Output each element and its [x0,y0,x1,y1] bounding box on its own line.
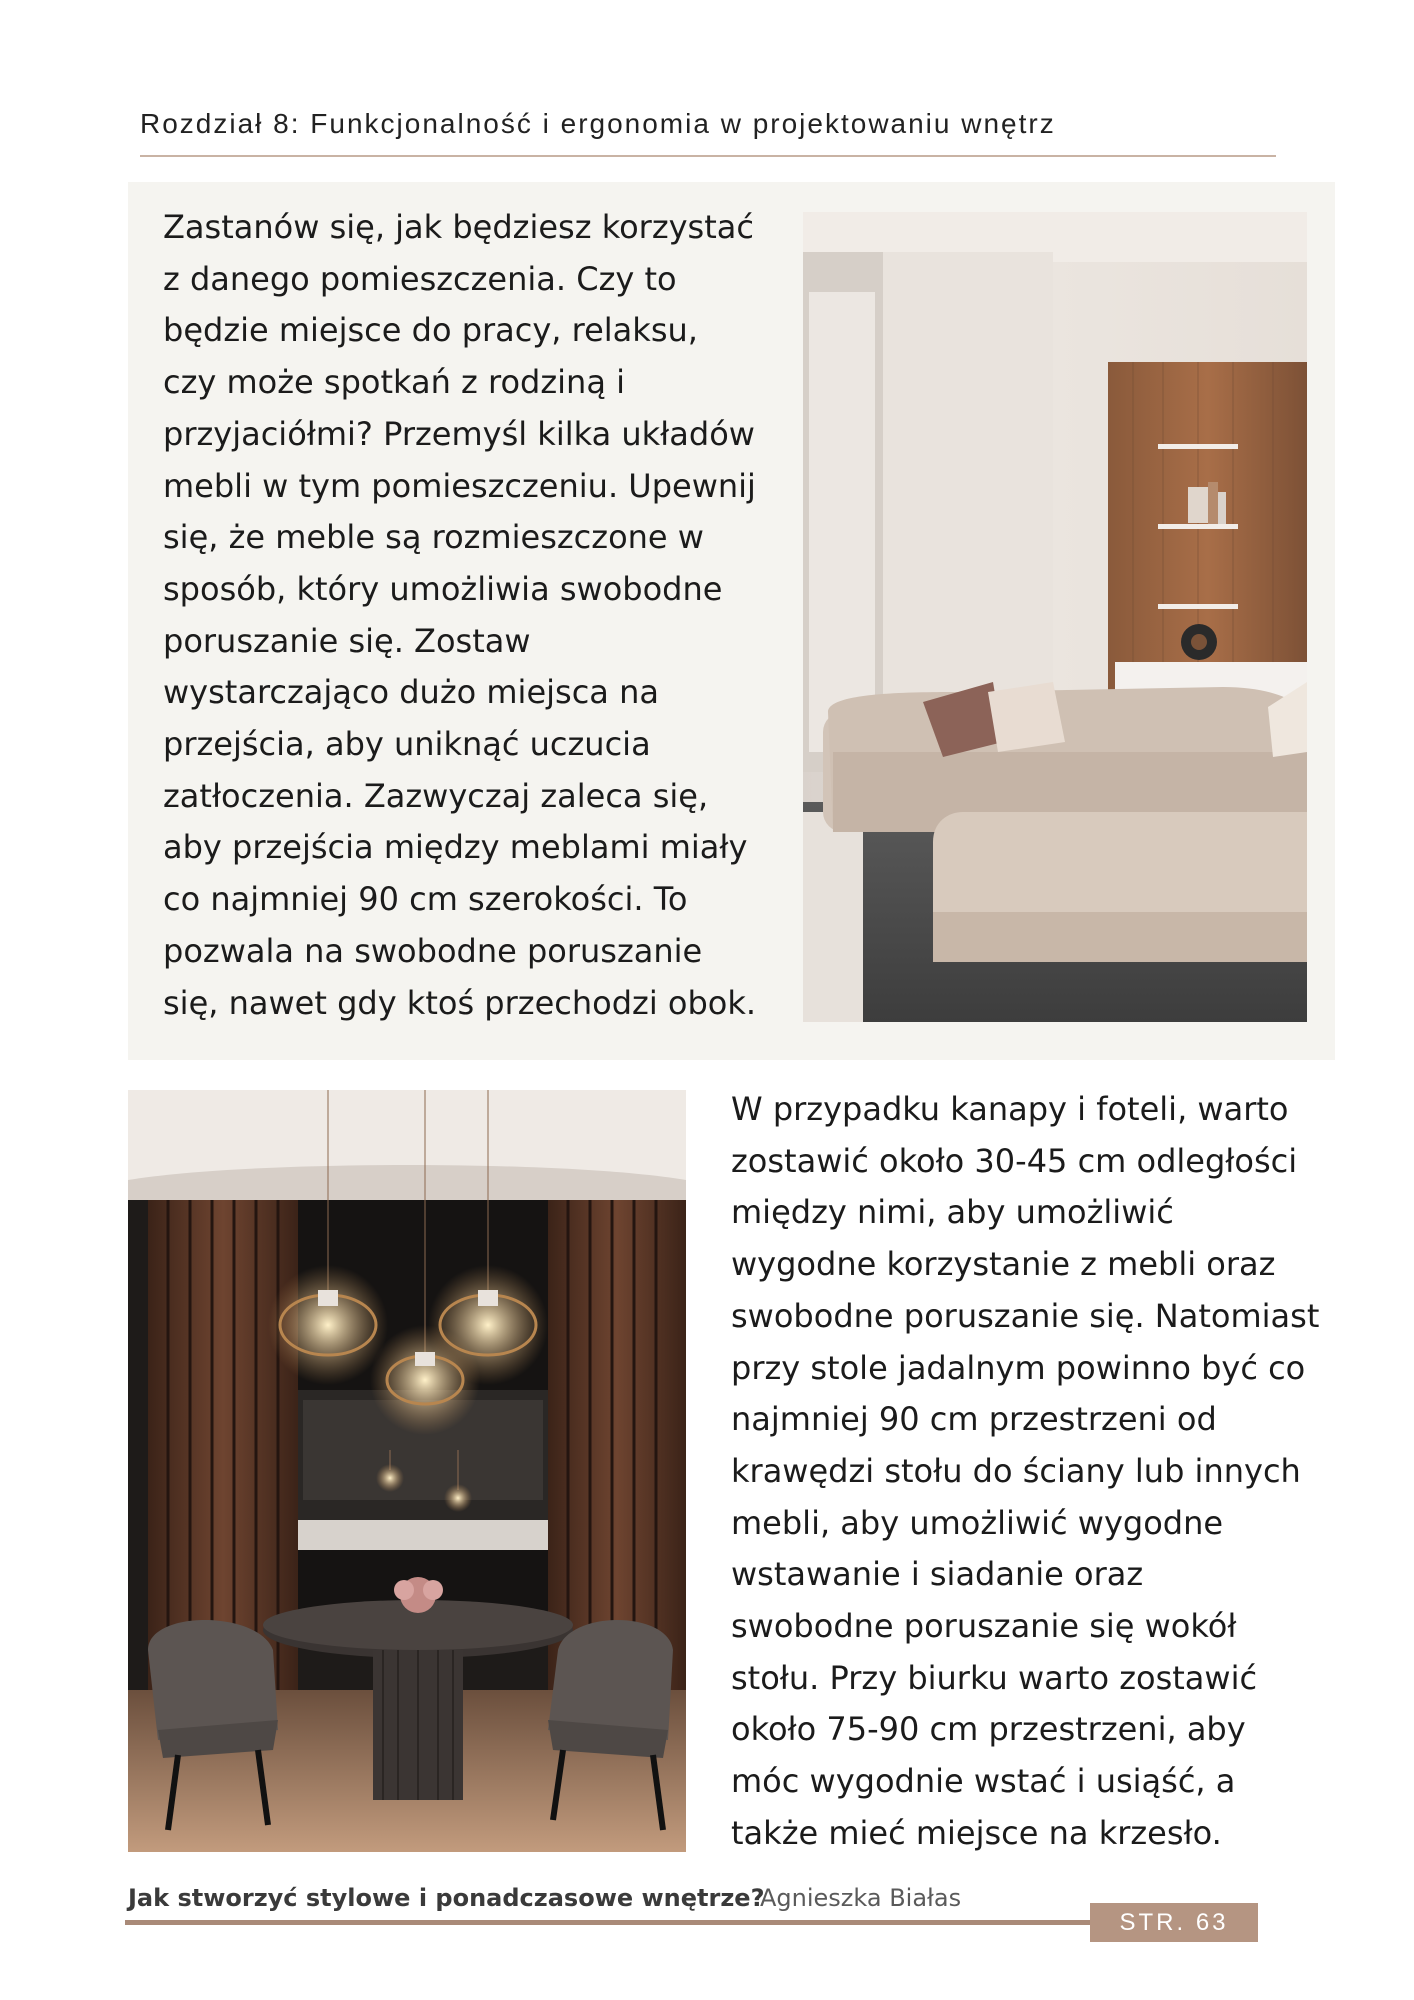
text-line: poruszanie się. Zostaw [163,621,531,660]
text-line: także mieć miejsce na krzesło. [731,1813,1222,1852]
text-line: zatłoczenia. Zazwyczaj zaleca się, [163,776,709,815]
paragraph-bottom [731,1084,1341,1860]
chapter-heading: Rozdział 8: Funkcjonalność i ergonomia w projektowaniu wnętrz [140,108,1056,139]
text-line: Zastanów się, jak będziesz korzystać [163,208,754,246]
text-line: przy stole jadalnym powinno być co [731,1348,1306,1387]
text-line: móc wygodnie wstać i usiąść, a [731,1762,1236,1801]
text-line: pozwala na swobodne poruszanie [163,931,703,970]
text-line: między nimi, aby umożliwić [731,1193,1174,1232]
text-line: przejścia, aby uniknąć uczucia [163,725,651,764]
text-line: najmniej 90 cm przestrzeni od [731,1400,1217,1439]
header-divider [140,155,1276,157]
text-line: zostawić około 30-45 cm odległości [731,1141,1298,1180]
text-line: czy może spotkań z rodziną i [163,363,625,402]
text-line: stołu. Przy biurku warto zostawić [731,1658,1258,1697]
text-line: swobodne poruszanie się. Natomiast [731,1296,1320,1335]
text-line: aby przejścia między meblami miały [163,828,748,867]
text-line: przyjaciółmi? Przemyśl kilka układów [163,414,755,453]
text-line: będzie miejsce do pracy, relaksu, [163,311,698,350]
text-line: z danego pomieszczenia. Czy to [163,259,677,298]
paragraph-top [163,202,787,1029]
text-line: wystarczająco dużo miejsca na [163,673,659,712]
text-line: się, nawet gdy ktoś przechodzi obok. [163,983,757,1022]
text-line: krawędzi stołu do ściany lub innych [731,1451,1301,1490]
page-number-badge: STR. 63 [1090,1903,1258,1942]
text-line: mebli, aby umożliwić wygodne [731,1503,1224,1542]
text-line: W przypadku kanapy i foteli, warto [731,1090,1289,1128]
footer-book-title: Jak stworzyć stylowe i ponadczasowe wnętrze? [128,1884,765,1912]
text-line: wygodne korzystanie z mebli oraz [731,1245,1276,1284]
text-line: się, że meble są rozmieszczone w [163,518,704,557]
text-line: wstawanie i siadanie oraz [731,1555,1144,1594]
footer-author: Agnieszka Białas [760,1884,962,1912]
text-line: co najmniej 90 cm szerokości. To [163,880,688,919]
text-line: swobodne poruszanie się wokół [731,1607,1237,1646]
dining-room-photo [128,1090,686,1852]
text-line: mebli w tym pomieszczeniu. Upewnij [163,466,756,505]
footer-divider [125,1920,1125,1925]
text-line: sposób, który umożliwia swobodne [163,569,723,608]
living-room-photo [803,212,1307,1022]
text-line: około 75-90 cm przestrzeni, aby [731,1710,1246,1749]
